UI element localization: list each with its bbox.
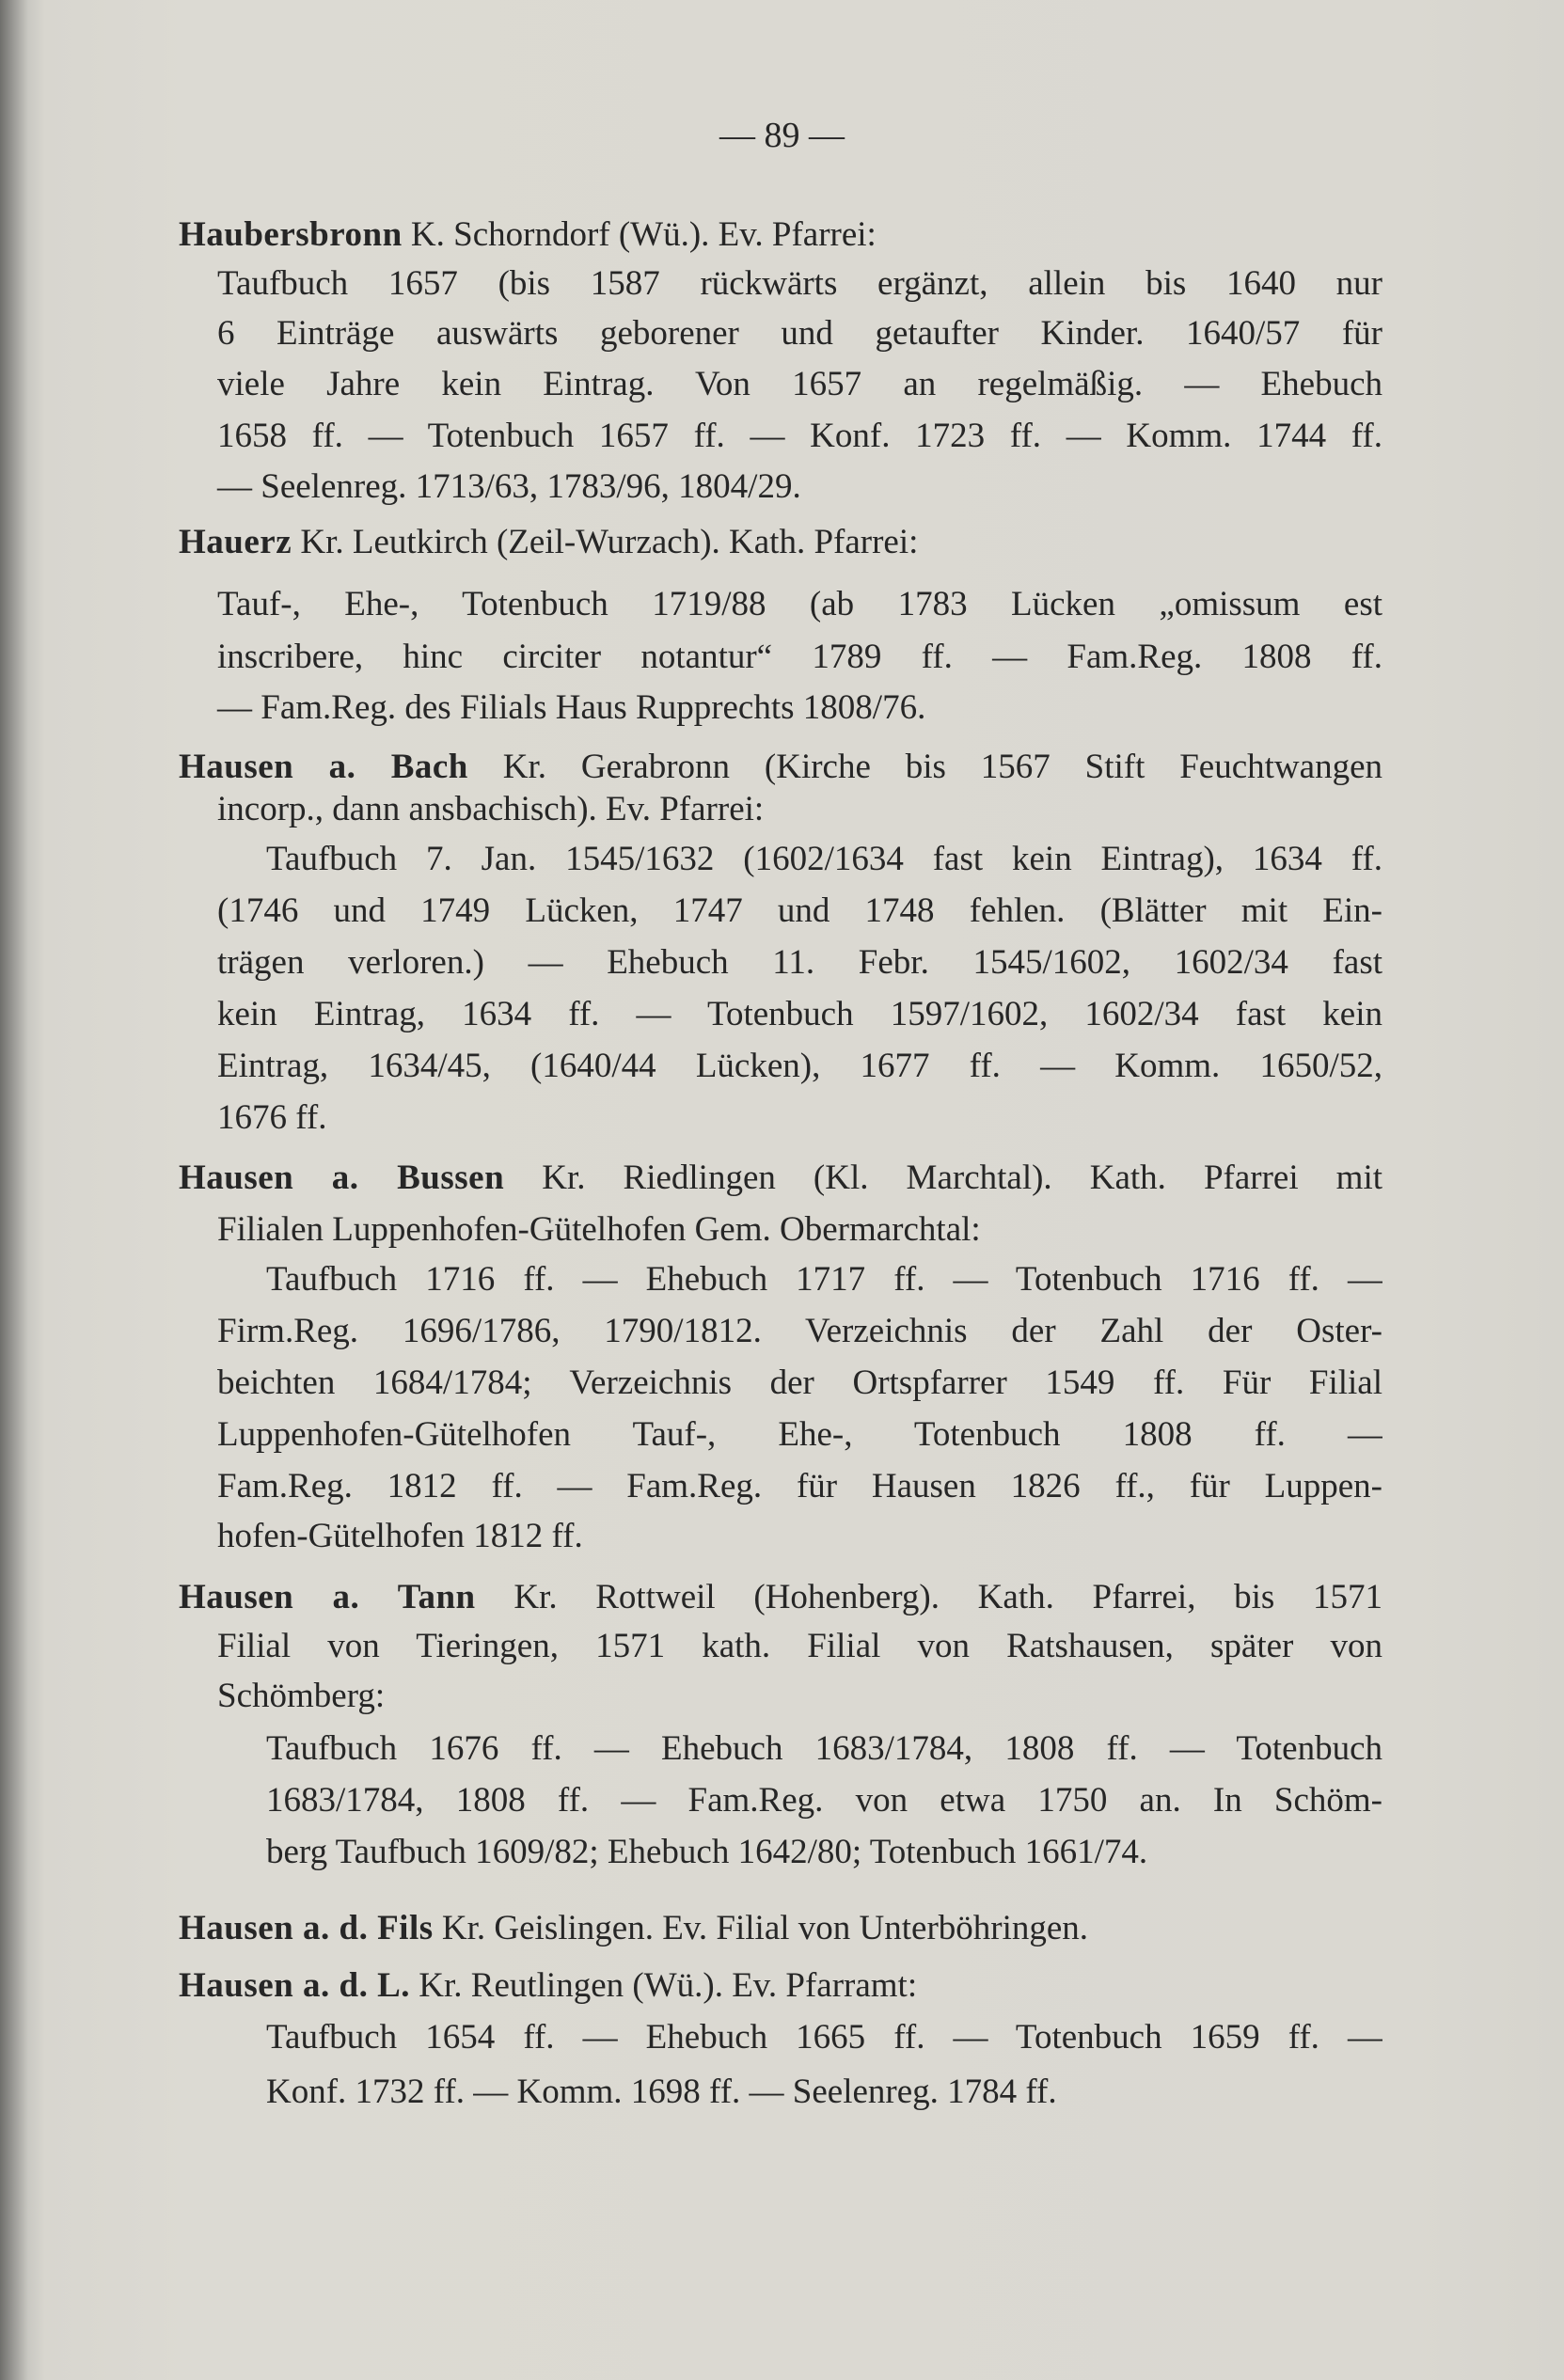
entry-text-line bbox=[217, 1513, 1382, 1560]
line-text: Filialen Luppenhofen-Gütelhofen Gem. Obermarchtal: bbox=[217, 1210, 981, 1250]
entry-text-line bbox=[217, 1673, 1382, 1720]
entry-text-line bbox=[217, 786, 1382, 833]
line-text: Taufbuch 1716 ff. — Ehebuch 1717 ff. — Totenbuch 1716 ff. — bbox=[266, 1260, 1382, 1300]
line-text: kein Eintrag, 1634 ff. — Totenbuch 1597/1602, 1602/34 fast kein bbox=[217, 994, 1382, 1033]
entry-text-line bbox=[217, 888, 1382, 935]
entry-heading-line bbox=[179, 744, 1382, 791]
line-text: Kr. Geislingen. Ev. Filial von Unterböhringen. bbox=[433, 1909, 1089, 1948]
line-text: (1746 und 1749 Lücken, 1747 und 1748 fehlen. (Blätter mit Ein- bbox=[217, 891, 1382, 930]
line-text: Taufbuch 1654 ff. — Ehebuch 1665 ff. — Totenbuch 1659 ff. — bbox=[266, 2018, 1382, 2057]
entry-text-line bbox=[266, 1777, 1382, 1824]
entry-text-line bbox=[217, 310, 1382, 357]
line-text: 1676 ff. bbox=[217, 1097, 327, 1137]
line-text: Kr. Reutlingen (Wü.). Ev. Pfarramt: bbox=[410, 1966, 918, 2006]
entry-text-line bbox=[217, 1411, 1382, 1458]
entry-text-line bbox=[217, 634, 1382, 681]
entry-text-line bbox=[217, 581, 1382, 628]
entry-text-line bbox=[217, 1463, 1382, 1510]
place-name: Hausen a. d. Fils bbox=[179, 1909, 434, 1948]
entry-heading-line bbox=[179, 1962, 1382, 2010]
line-text: 1658 ff. — Totenbuch 1657 ff. — Konf. 1723 ff. — Komm. 1744 ff. bbox=[217, 416, 1382, 455]
entry-heading-line bbox=[179, 212, 1382, 259]
entry-text-line bbox=[266, 1256, 1382, 1303]
place-name: Hausen a. Bussen bbox=[179, 1158, 505, 1198]
place-name: Hauerz bbox=[179, 522, 292, 561]
line-text: beichten 1684/1784; Verzeichnis der Ortspfarrer 1549 ff. Für Filial bbox=[217, 1363, 1382, 1403]
line-text: — Seelenreg. 1713/63, 1783/96, 1804/29. bbox=[217, 467, 801, 507]
page-number: — 89 — bbox=[719, 116, 845, 155]
line-text: Kr. Leutkirch (Zeil-Wurzach). Kath. Pfarrei: bbox=[292, 522, 919, 561]
line-text: Taufbuch 1657 (bis 1587 rückwärts ergänzt, allein bis 1640 nur bbox=[217, 264, 1382, 303]
entry-text-line bbox=[217, 413, 1382, 460]
line-text: — Fam.Reg. des Filials Haus Rupprechts 1808/76. bbox=[217, 687, 926, 727]
line-text: Tauf-, Ehe-, Totenbuch 1719/88 (ab 1783 Lücken „omissum est bbox=[217, 584, 1382, 623]
line-text: Eintrag, 1634/45, (1640/44 Lücken), 1677 ff. — Komm. 1650/52, bbox=[217, 1046, 1382, 1085]
line-text: Filial von Tieringen, 1571 kath. Filial von Ratshausen, später von bbox=[217, 1626, 1382, 1665]
line-text: inscribere, hinc circiter notantur“ 1789 ff. — Fam.Reg. 1808 ff. bbox=[217, 638, 1382, 677]
line-text: incorp., dann ansbachisch). Ev. Pfarrei: bbox=[217, 789, 765, 828]
line-text: Taufbuch 1676 ff. — Ehebuch 1683/1784, 1808 ff. — Totenbuch bbox=[266, 1729, 1382, 1769]
line-text: viele Jahre kein Eintrag. Von 1657 an regelmäßig. — Ehebuch bbox=[217, 364, 1382, 403]
line-text: hofen-Gütelhofen 1812 ff. bbox=[217, 1517, 583, 1556]
entry-text-line bbox=[217, 1623, 1382, 1670]
entry-text-line bbox=[266, 1726, 1382, 1773]
entry-text-line bbox=[217, 1360, 1382, 1407]
entry-text-line bbox=[217, 1095, 1382, 1142]
entry-text-line bbox=[266, 1829, 1382, 1876]
entry-text-line bbox=[217, 1308, 1382, 1355]
place-name: Hausen a. Bach bbox=[179, 747, 468, 786]
line-text: berg Taufbuch 1609/82; Ehebuch 1642/80; Totenbuch 1661/74. bbox=[266, 1833, 1148, 1872]
entry-heading-line bbox=[179, 1155, 1382, 1202]
line-text: Fam.Reg. 1812 ff. — Fam.Reg. für Hausen 1826 ff., für Luppen- bbox=[217, 1467, 1382, 1506]
place-name: Hausen a. d. L. bbox=[179, 1966, 411, 2006]
line-text: 1683/1784, 1808 ff. — Fam.Reg. von etwa 1750 an. In Schöm- bbox=[266, 1781, 1382, 1820]
entry-text-line bbox=[217, 991, 1382, 1038]
line-text: Schömberg: bbox=[217, 1676, 386, 1715]
entry-text-line bbox=[266, 836, 1382, 883]
place-name: Haubersbronn bbox=[179, 215, 403, 255]
line-text: K. Schorndorf (Wü.). Ev. Pfarrei: bbox=[402, 215, 877, 255]
entry-text-line bbox=[217, 464, 1382, 511]
line-text: trägen verloren.) — Ehebuch 11. Febr. 1545/1602, 1602/34 fast bbox=[217, 942, 1382, 982]
line-text: 6 Einträge auswärts geborener und getaufter Kinder. 1640/57 für bbox=[217, 314, 1382, 354]
entry-text-line bbox=[217, 361, 1382, 408]
line-text: Firm.Reg. 1696/1786, 1790/1812. Verzeichnis der Zahl der Oster- bbox=[217, 1312, 1382, 1351]
line-text: Taufbuch 7. Jan. 1545/1632 (1602/1634 fast kein Eintrag), 1634 ff. bbox=[266, 840, 1382, 879]
entry-text-line bbox=[217, 939, 1382, 986]
entry-text-line bbox=[217, 1043, 1382, 1090]
entry-text-line bbox=[217, 685, 1382, 732]
entry-heading-line bbox=[179, 1905, 1382, 1952]
line-text: Kr. Rottweil (Hohenberg). Kath. Pfarrei, bis 1571 bbox=[475, 1577, 1382, 1616]
line-text: Luppenhofen-Gütelhofen Tauf-, Ehe-, Totenbuch 1808 ff. — bbox=[217, 1415, 1382, 1455]
entry-text-line bbox=[217, 1206, 1382, 1253]
entry-text-line bbox=[217, 260, 1382, 307]
line-text: Konf. 1732 ff. — Komm. 1698 ff. — Seelenreg. 1784 ff. bbox=[266, 2073, 1057, 2112]
line-text: Kr. Riedlingen (Kl. Marchtal). Kath. Pfarrei mit bbox=[504, 1158, 1382, 1198]
entry-text-line bbox=[266, 2069, 1382, 2116]
entry-heading-line bbox=[179, 1574, 1382, 1621]
entry-text-line bbox=[266, 2014, 1382, 2061]
entry-heading-line bbox=[179, 519, 1382, 566]
line-text: Kr. Gerabronn (Kirche bis 1567 Stift Feuchtwangen bbox=[467, 747, 1382, 786]
place-name: Hausen a. Tann bbox=[179, 1577, 476, 1616]
